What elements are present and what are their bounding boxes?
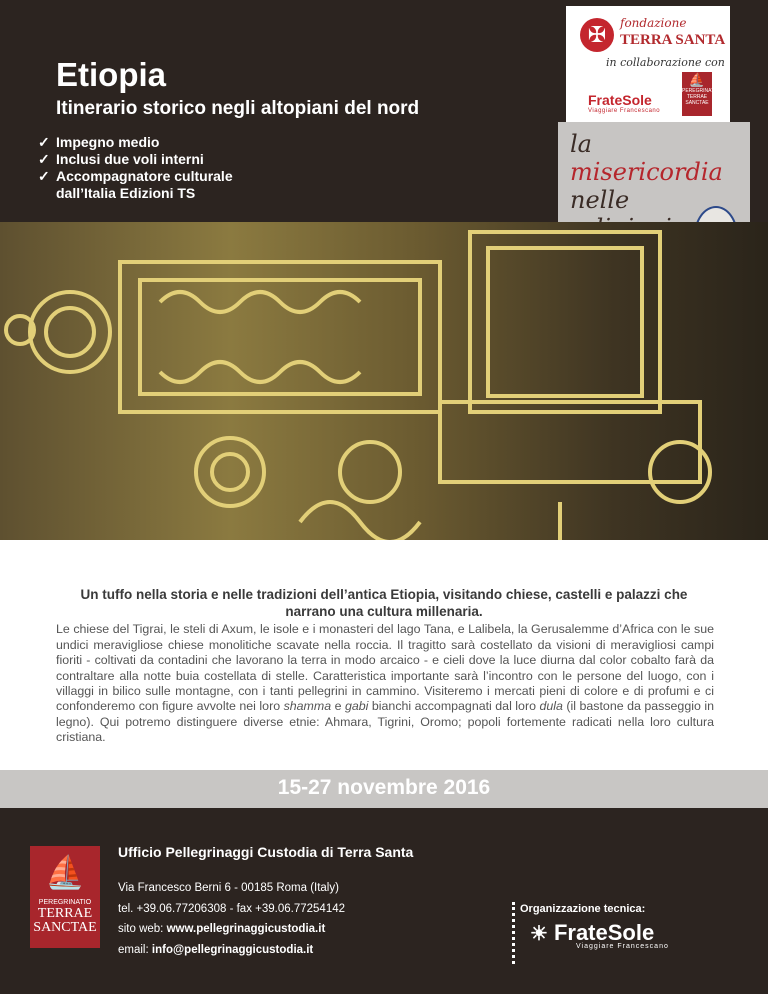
divider (512, 902, 515, 964)
page-subtitle: Itinerario storico negli altopiani del nord (56, 98, 420, 119)
check-icon: ✓ (38, 168, 50, 184)
feature-item: ✓ Impegno medio (38, 134, 160, 150)
cross-ornament-graphic (0, 222, 768, 540)
partner-logos (566, 6, 730, 122)
page-title: Etiopia (56, 56, 167, 93)
ship-icon: ⛵ (45, 854, 85, 890)
check-icon: ✓ (38, 151, 50, 167)
website-link[interactable]: www.pellegrinaggicustodia.it (166, 923, 326, 935)
contact-block: Via Francesco Berni 6 - 00185 Roma (Italy) tel. +39.06.77206308 - fax +39.06.77254142 sito web: www.pellegrinaggicustodia.it email: info@pellegrinaggicustodia.it (118, 878, 345, 960)
address: Via Francesco Berni 6 - 00185 Roma (Italy) (118, 882, 339, 894)
fondazione-script: fondazione (620, 16, 687, 30)
intro-body: Le chiese del Tigrai, le steli di Axum, le isole e i monasteri del lago Tana, e Lalibela, la Gerusalemme d’Africa con le sue undici meravigliose chiese monolitiche scavate nella roccia. Il tragitto sarà costellato da visioni di meravigliosi campi fioriti - coltivati da contadini che lavorano la terra in modo arcaico - e cieli dove la luce diurna dal color cobalto farà da contraltare alla notte buia costellata di stelle. Caratteristica importante sarà l’incontro con le persone del luogo, con i villaggi in bilico sulle montagne, con i tanti pellegrini in cammino. Visiteremo i mercati pieni di colore e di profumi e ci confonderemo con figure avvolte nei loro shamma e gabi bianchi accompagnati dal loro dula (il bastone da passeggio in legno). Qui potremo distinguere diverse etnie: Ahmara, Tigrini, Oromo; popoli fortemente radicati nella loro cultura cristiana. (56, 622, 714, 745)
feature-list (38, 134, 233, 202)
ethiopian-cross-photo (0, 222, 768, 540)
jerusalem-cross-icon: ✠ (580, 18, 614, 52)
fratesole-logo: FrateSole Viaggiare Francescano (588, 92, 661, 114)
intro-lead: Un tuffo nella storia e nelle tradizioni dell’antica Etiopia, visitando chiese, castelli e palazzi che narrano una cultura millenaria. (80, 586, 688, 619)
phone-fax: tel. +39.06.77206308 - fax +39.06.77254142 (118, 902, 346, 915)
check-icon: ✓ (38, 134, 50, 150)
jubilee-motto: la misericordia nelle (570, 130, 723, 214)
peregrinatio-badge: ⛵ PEREGRINATIO TERRAE SANCTAE (682, 72, 712, 116)
sun-icon: ☀ (530, 923, 548, 945)
org-label: Organizzazione tecnica: (520, 903, 646, 915)
office-name: Ufficio Pellegrinaggi Custodia di Terra Santa (118, 844, 414, 860)
peregrinatio-logo: ⛵ PEREGRINATIO TERRAE SANCTAE (30, 846, 100, 948)
email-link[interactable]: info@pellegrinaggicustodia.it (151, 943, 314, 956)
feature-item: ✓ Accompagnatore culturale (38, 168, 233, 184)
feature-item: dall’Italia Edizioni TS (56, 185, 196, 201)
trip-dates: 15-27 novembre 2016 (277, 776, 491, 799)
boat-icon: ⛵ (688, 72, 706, 87)
collaboration-text: in collaborazione con (606, 56, 725, 69)
fondazione-name: TERRA SANTA (620, 32, 726, 48)
fratesole-footer-logo: ☀ FrateSole Viaggiare Francescano (530, 920, 669, 950)
feature-item: ✓ Inclusi due voli interni (38, 151, 204, 167)
footer-band (0, 808, 768, 994)
